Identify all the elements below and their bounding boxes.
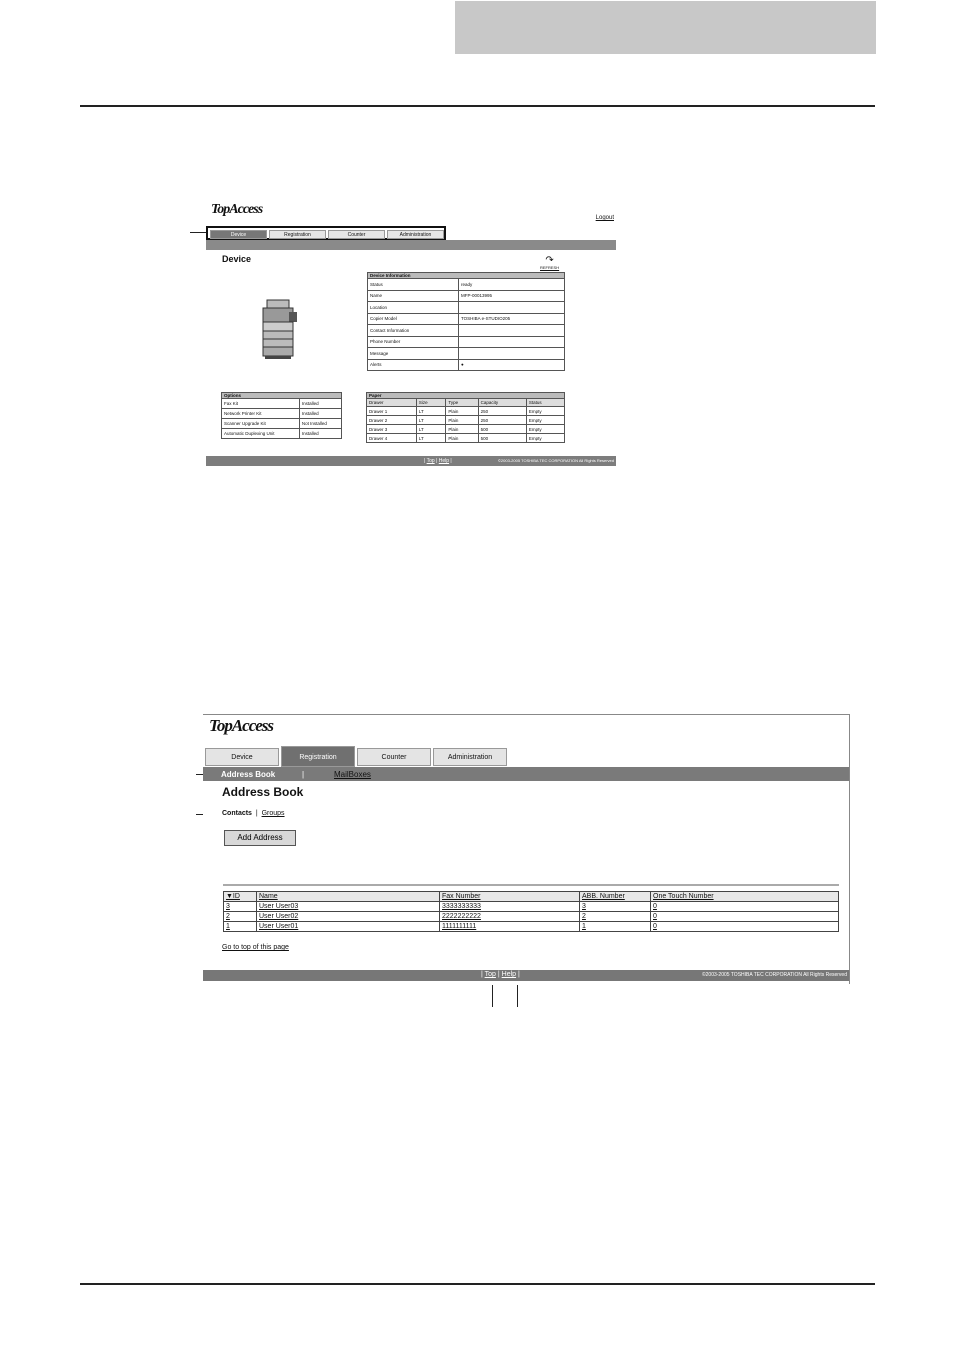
paper-cell: Empty: [526, 434, 564, 443]
cell-abb[interactable]: 1: [580, 922, 651, 932]
info-label: Copier Model: [368, 313, 459, 325]
footer-links: | Top | Help |: [481, 971, 520, 978]
tab-device[interactable]: Device: [210, 230, 267, 239]
cell-id[interactable]: 2: [224, 912, 257, 922]
cell-one-touch[interactable]: 0: [651, 902, 839, 912]
copyright: ©2003-2005 TOSHIBA TEC CORPORATION All Rights Reserved: [497, 458, 614, 463]
options-table: [221, 392, 342, 439]
callout-line-top: [492, 985, 493, 1007]
paper-cell: LT: [416, 416, 446, 425]
col-fax-number[interactable]: Fax Number: [440, 892, 580, 902]
cell-fax[interactable]: 2222222222: [440, 912, 580, 922]
info-value: MFP-00013995: [459, 290, 565, 302]
topaccess-logo: TopAccess: [209, 716, 274, 735]
info-value: ●: [459, 359, 565, 371]
refresh-button[interactable]: [540, 256, 559, 270]
paper-table: [366, 392, 565, 443]
option-name: Fax Kit: [222, 399, 300, 409]
info-label: Phone Number: [368, 336, 459, 348]
tab-registration[interactable]: Registration: [281, 746, 355, 767]
address-book-screenshot: [203, 714, 850, 984]
paper-cell: LT: [416, 425, 446, 434]
goto-top-link[interactable]: Go to top of this page: [222, 944, 289, 951]
cell-one-touch[interactable]: 0: [651, 922, 839, 932]
footer-bar: [206, 456, 616, 466]
paper-cell: 250: [478, 407, 526, 416]
info-value: TOSHIBA e-STUDIO205: [459, 313, 565, 325]
paper-cell: Plain: [446, 425, 478, 434]
tab-administration[interactable]: Administration: [387, 230, 444, 239]
cell-name[interactable]: User User02: [257, 912, 440, 922]
paper-cell: Drawer 2: [367, 416, 417, 425]
info-label: Contact Information: [368, 325, 459, 337]
options-caption: Options: [222, 393, 342, 399]
footer-top-link[interactable]: Top: [484, 971, 496, 978]
page-header-bar: [455, 1, 876, 54]
tab-registration[interactable]: Registration: [269, 230, 326, 239]
topaccess-logo: TopAccess: [211, 202, 263, 217]
cell-abb[interactable]: 2: [580, 912, 651, 922]
refresh-icon: ↷: [545, 255, 554, 266]
col-name[interactable]: Name: [257, 892, 440, 902]
device-information-caption: Device Information: [368, 273, 565, 279]
option-status: Installed: [299, 399, 341, 409]
paper-header: Status: [526, 399, 564, 407]
info-label: Alerts: [368, 359, 459, 371]
option-status: Installed: [299, 429, 341, 439]
table-separator: [223, 884, 839, 886]
copier-image: [261, 298, 299, 360]
option-status: Not Installed: [299, 419, 341, 429]
cell-name[interactable]: User User01: [257, 922, 440, 932]
page-title: Address Book: [222, 785, 304, 799]
paper-cell: Empty: [526, 416, 564, 425]
refresh-label: REFRESH: [540, 265, 560, 270]
tab-device[interactable]: Device: [205, 748, 279, 766]
page-title: Device: [222, 254, 252, 264]
paper-cell: Drawer 1: [367, 407, 417, 416]
sub-nav-bar: [203, 767, 849, 781]
info-value: [459, 325, 565, 337]
paper-cell: 500: [478, 425, 526, 434]
sub-nav-bar: [206, 240, 616, 250]
paper-cell: Drawer 3: [367, 425, 417, 434]
paper-cell: 500: [478, 434, 526, 443]
table-row: [224, 922, 839, 932]
option-name: Automatic Duplexing Unit: [222, 429, 300, 439]
contacts-label[interactable]: Contacts: [222, 810, 252, 817]
table-row: [224, 902, 839, 912]
device-information-table: [367, 272, 565, 371]
option-name: Network Printer Kit: [222, 409, 300, 419]
paper-cell: 250: [478, 416, 526, 425]
cell-fax[interactable]: 3333333333: [440, 902, 580, 912]
cell-fax[interactable]: 1111111111: [440, 922, 580, 932]
address-table: [223, 891, 839, 932]
top-rule: [80, 105, 875, 107]
paper-header: Size: [416, 399, 446, 407]
info-value: [459, 336, 565, 348]
info-value: [459, 302, 565, 314]
tab-counter[interactable]: Counter: [357, 748, 431, 766]
info-label: Message: [368, 348, 459, 360]
cell-abb[interactable]: 3: [580, 902, 651, 912]
info-value: [459, 348, 565, 360]
col-abb-number[interactable]: ABB. Number: [580, 892, 651, 902]
callout-line-help: [517, 985, 518, 1007]
subnav-separator: |: [302, 770, 305, 779]
table-row: [224, 912, 839, 922]
col-one-touch-number[interactable]: One Touch Number: [651, 892, 839, 902]
frame-top-line: [203, 714, 849, 715]
main-tabs: [206, 226, 446, 240]
footer-help-link[interactable]: Help: [501, 971, 517, 978]
paper-cell: Plain: [446, 416, 478, 425]
copyright: ©2003-2005 TOSHIBA TEC CORPORATION All Rights Reserved: [701, 972, 847, 978]
cell-id[interactable]: 3: [224, 902, 257, 912]
col-id[interactable]: ▼ID: [224, 892, 257, 902]
paper-header: Capacity: [478, 399, 526, 407]
paper-cell: LT: [416, 407, 446, 416]
tab-counter[interactable]: Counter: [328, 230, 385, 239]
subnav-address-book[interactable]: Address Book: [221, 770, 276, 779]
info-label: Name: [368, 290, 459, 302]
subnav-mailboxes[interactable]: MailBoxes: [334, 770, 371, 779]
paper-cell: LT: [416, 434, 446, 443]
paper-cell: Empty: [526, 407, 564, 416]
device-page-screenshot: [206, 196, 616, 466]
table-header-row: [224, 892, 839, 902]
paper-cell: Plain: [446, 434, 478, 443]
footer-top-link[interactable]: Top: [426, 458, 435, 464]
contacts-groups-nav: Contacts | Groups: [222, 810, 285, 817]
footer-links: | Top | Help |: [424, 458, 452, 464]
footer-bar: [203, 970, 849, 981]
paper-header: Drawer: [367, 399, 417, 407]
cell-one-touch[interactable]: 0: [651, 912, 839, 922]
bottom-rule: [80, 1283, 875, 1285]
paper-header: Type: [446, 399, 478, 407]
cell-id[interactable]: 1: [224, 922, 257, 932]
footer-help-link[interactable]: Help: [438, 458, 450, 464]
paper-cell: Drawer 4: [367, 434, 417, 443]
tab-administration[interactable]: Administration: [433, 748, 507, 766]
paper-cell: Plain: [446, 407, 478, 416]
logout-link[interactable]: Logout: [595, 215, 614, 221]
info-label: Location: [368, 302, 459, 314]
add-address-button[interactable]: Add Address: [224, 830, 296, 846]
option-name: Scanner Upgrade Kit: [222, 419, 300, 429]
info-label: Status: [368, 279, 459, 291]
option-status: Installed: [299, 409, 341, 419]
paper-caption: Paper: [367, 393, 565, 399]
cell-name[interactable]: User User03: [257, 902, 440, 912]
info-value: ready: [459, 279, 565, 291]
groups-link[interactable]: Groups: [261, 810, 285, 817]
paper-cell: Empty: [526, 425, 564, 434]
